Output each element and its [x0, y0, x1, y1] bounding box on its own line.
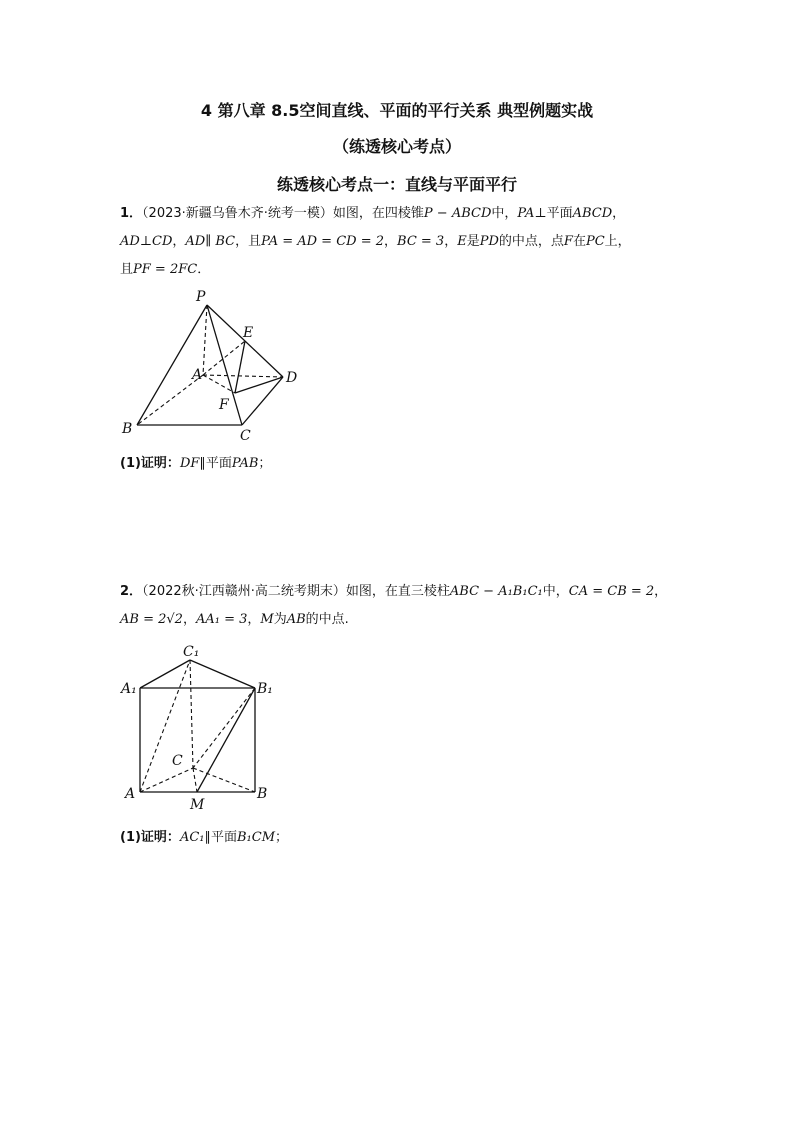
text: 的中点. [305, 612, 349, 627]
math: M [260, 612, 274, 627]
label-D: D [286, 370, 298, 386]
label-F: F [219, 397, 229, 413]
math: PAB [231, 456, 259, 471]
label-C: C [172, 753, 183, 769]
text: ， [172, 234, 186, 249]
text: ， [612, 206, 626, 221]
label-A: A [125, 786, 136, 802]
label-B: B [122, 421, 133, 437]
math: P − ABCD [423, 206, 492, 221]
segment-AC1 [140, 660, 190, 792]
question-number: 2． [120, 584, 143, 599]
math: AB [286, 612, 306, 627]
question-2-text [120, 578, 680, 634]
math: BC = 3 [397, 234, 445, 249]
edge-CB [193, 768, 255, 792]
edge-A1C1 [140, 660, 190, 688]
text: ， [444, 234, 458, 249]
label-B: B [257, 786, 268, 802]
text: ， [247, 612, 261, 627]
section-heading: 练透核心考点一：直线与平面平行 [276, 175, 517, 194]
math: B₁CM [237, 830, 276, 845]
math: PC [585, 234, 605, 249]
text: ，且 [235, 234, 262, 249]
question-1-text [120, 200, 680, 284]
math: ABC − A₁B₁C₁ [449, 584, 543, 599]
label-M: M [190, 797, 205, 813]
math: DF [179, 456, 200, 471]
math: PA⊥ [517, 206, 547, 221]
text: ， [654, 584, 668, 599]
label-C: C [240, 428, 251, 444]
math: PA = AD = CD = 2 [261, 234, 385, 249]
text: ； [275, 830, 289, 845]
math: E [457, 234, 467, 249]
math: AB = 2√2 [120, 612, 183, 627]
text: 如图，在直三棱柱 [345, 584, 450, 599]
question-2-part-1 [120, 826, 288, 845]
part-label: (1)证明： [120, 456, 180, 471]
math: PF = 2FC [133, 262, 198, 277]
question-source: （2022秋·江西赣州·高二统考期末） [142, 584, 346, 599]
label-B1: B₁ [257, 681, 273, 697]
text: 为 [273, 612, 287, 627]
text: ， [182, 612, 196, 627]
label-E: E [243, 325, 254, 341]
text: 上， [604, 234, 631, 249]
text: 是 [466, 234, 480, 249]
label-A1: A₁ [121, 681, 137, 697]
math: AC₁ [179, 830, 205, 845]
edge-PB [137, 305, 207, 425]
math: F [563, 234, 573, 249]
text: 的中点，点 [498, 234, 564, 249]
page-subtitle: （练透核心考点） [332, 137, 461, 156]
text: ． [197, 262, 211, 277]
segment-B1M [197, 688, 255, 792]
text: ； [258, 456, 272, 471]
label-A: A [192, 367, 203, 383]
text: 中， [491, 206, 518, 221]
question-1-part-1 [120, 452, 271, 471]
part-label: (1)证明： [120, 830, 180, 845]
question-number: 1． [120, 206, 143, 221]
text: ∥平面 [199, 456, 232, 471]
text: 且 [120, 262, 134, 277]
segment-AE [203, 341, 245, 375]
text: 在 [572, 234, 586, 249]
text: ∥平面 [204, 830, 237, 845]
text: 如图，在四棱锥 [332, 206, 424, 221]
question-source: （2023·新疆乌鲁木齐·统考一模） [142, 206, 333, 221]
text: 中， [542, 584, 569, 599]
text: 平面 [546, 206, 573, 221]
pyramid-figure [115, 285, 315, 445]
math: AD∥ BC [185, 234, 236, 249]
text: ， [384, 234, 398, 249]
math: ABCD [572, 206, 613, 221]
math: AA₁ = 3 [195, 612, 248, 627]
math: AD⊥CD [120, 234, 173, 249]
segment-B1C [193, 688, 255, 768]
edge-PA [203, 305, 207, 375]
prism-figure [115, 640, 285, 815]
math: CA = CB = 2 [568, 584, 655, 599]
label-C1: C₁ [183, 644, 200, 660]
edge-AD [203, 375, 283, 377]
label-P: P [196, 289, 206, 305]
segment-EF [235, 341, 245, 393]
page-title: 4 第八章 8.5空间直线、平面的平行关系 典型例题实战 [200, 101, 594, 120]
segment-CM [193, 768, 197, 792]
math: PD [479, 234, 499, 249]
edge-CC1 [190, 660, 193, 768]
edge-C1B1 [190, 660, 255, 688]
